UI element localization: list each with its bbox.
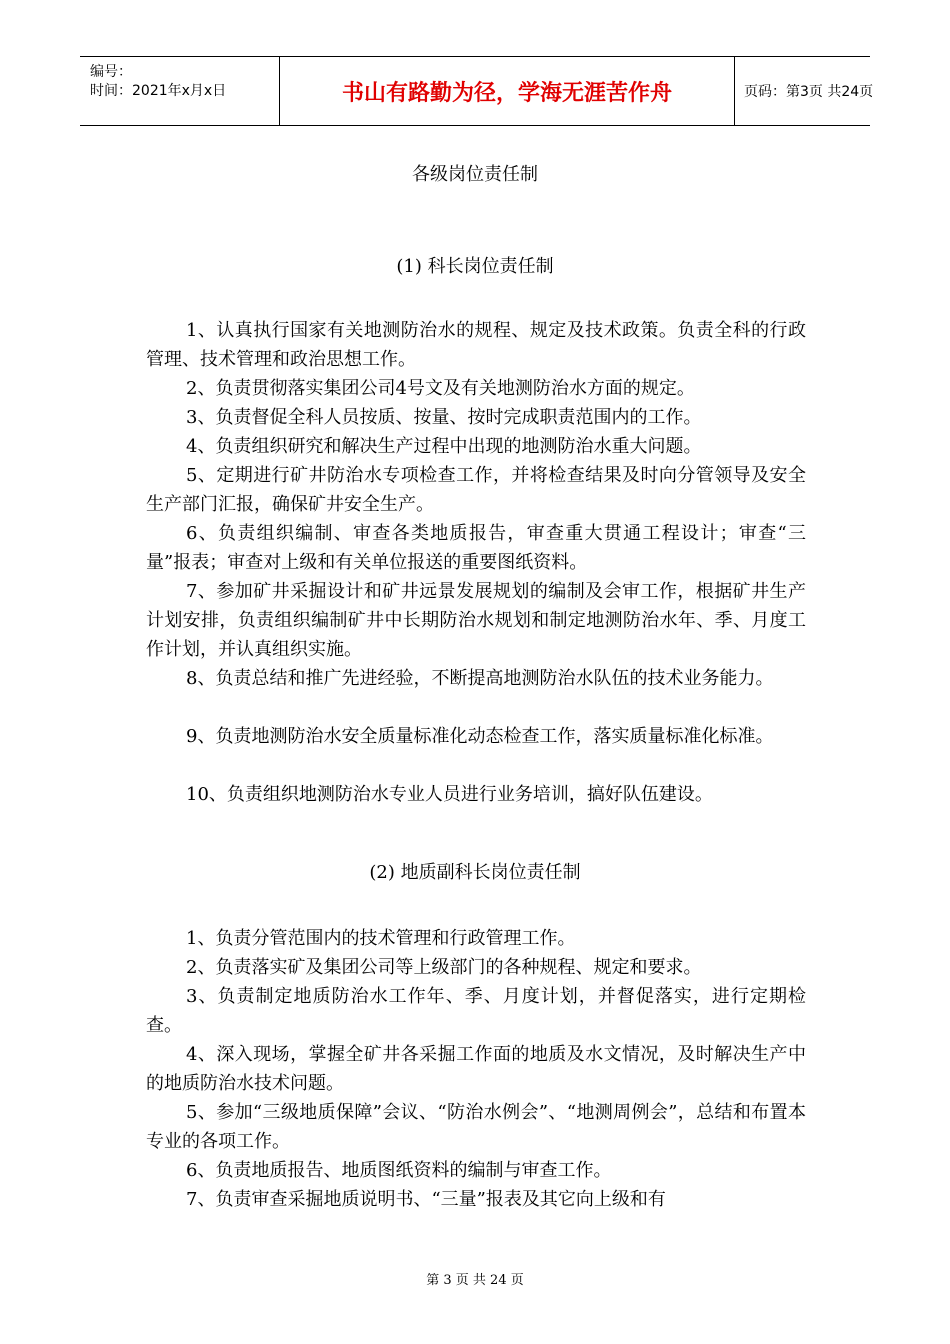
page-header — [80, 56, 874, 126]
section-2-item: 2、负责落实矿及集团公司等上级部门的各种规程、规定和要求。 — [186, 957, 702, 978]
section-1-item: 1、认真执行国家有关地测防治水的规程、规定及技术政策。负责全科的行政管理、技术管理和政治思想工作。 — [146, 320, 806, 370]
section-2-item: 3、负责制定地质防治水工作年、季、月度计划，并督促落实，进行定期检查。 — [146, 986, 806, 1036]
time-label: 时间：2021年x月x日 — [90, 83, 227, 99]
section-2-title: (2) 地质副科长岗位责任制 — [369, 862, 581, 883]
number-label: 编号： — [90, 64, 132, 80]
section-1-item: 4、负责组织研究和解决生产过程中出现的地测防治水重大问题。 — [186, 436, 702, 457]
section-1-item: 3、负责督促全科人员按质、按量、按时完成职责范围内的工作。 — [186, 407, 702, 428]
section-2-item: 6、负责地质报告、地质图纸资料的编制与审查工作。 — [186, 1160, 612, 1181]
section-1-item: 10、负责组织地测防治水专业人员进行业务培训，搞好队伍建设。 — [186, 784, 713, 805]
section-1-item: 9、负责地测防治水安全质量标准化动态检查工作，落实质量标准化标准。 — [186, 726, 774, 747]
section-2-item: 4、深入现场，掌握全矿井各采掘工作面的地质及水文情况，及时解决生产中的地质防治水技术问题。 — [146, 1044, 806, 1094]
section-1-item: 5、定期进行矿井防治水专项检查工作，并将检查结果及时向分管领导及安全生产部门汇报，确保矿井安全生产。 — [146, 465, 806, 515]
section-2-item: 7、负责审查采掘地质说明书、“三量”报表及其它向上级和有 — [186, 1189, 666, 1210]
section-1-item: 7、参加矿井采掘设计和矿井远景发展规划的编制及会审工作，根据矿井生产计划安排，负责组织编制矿井中长期防治水规划和制定地测防治水年、季、月度工作计划，并认真组织实施。 — [146, 581, 806, 660]
header-motto: 书山有路勤为径，学海无涯苦作舟 — [280, 57, 735, 125]
section-1-title: (1) 科长岗位责任制 — [396, 256, 554, 277]
section-1-item: 8、负责总结和推广先进经验，不断提高地测防治水队伍的技术业务能力。 — [186, 668, 774, 689]
section-1-item: 2、负责贯彻落实集团公司4号文及有关地测防治水方面的规定。 — [186, 378, 695, 399]
section-2-item: 5、参加“三级地质保障”会议、“防治水例会”、“地测周例会”，总结和布置本专业的各项工作。 — [146, 1102, 806, 1152]
document-title: 各级岗位责任制 — [412, 164, 538, 185]
section-1-item: 6、负责组织编制、审查各类地质报告，审查重大贯通工程设计；审查“三量”报表；审查对上级和有关单位报送的重要图纸资料。 — [146, 523, 806, 573]
header-info-cell — [80, 57, 280, 125]
header-page-number: 页码：第3页 共24页 — [744, 84, 874, 100]
page-footer: 第 3 页 共 24 页 — [426, 1273, 524, 1288]
section-2-item: 1、负责分管范围内的技术管理和行政管理工作。 — [186, 928, 576, 949]
